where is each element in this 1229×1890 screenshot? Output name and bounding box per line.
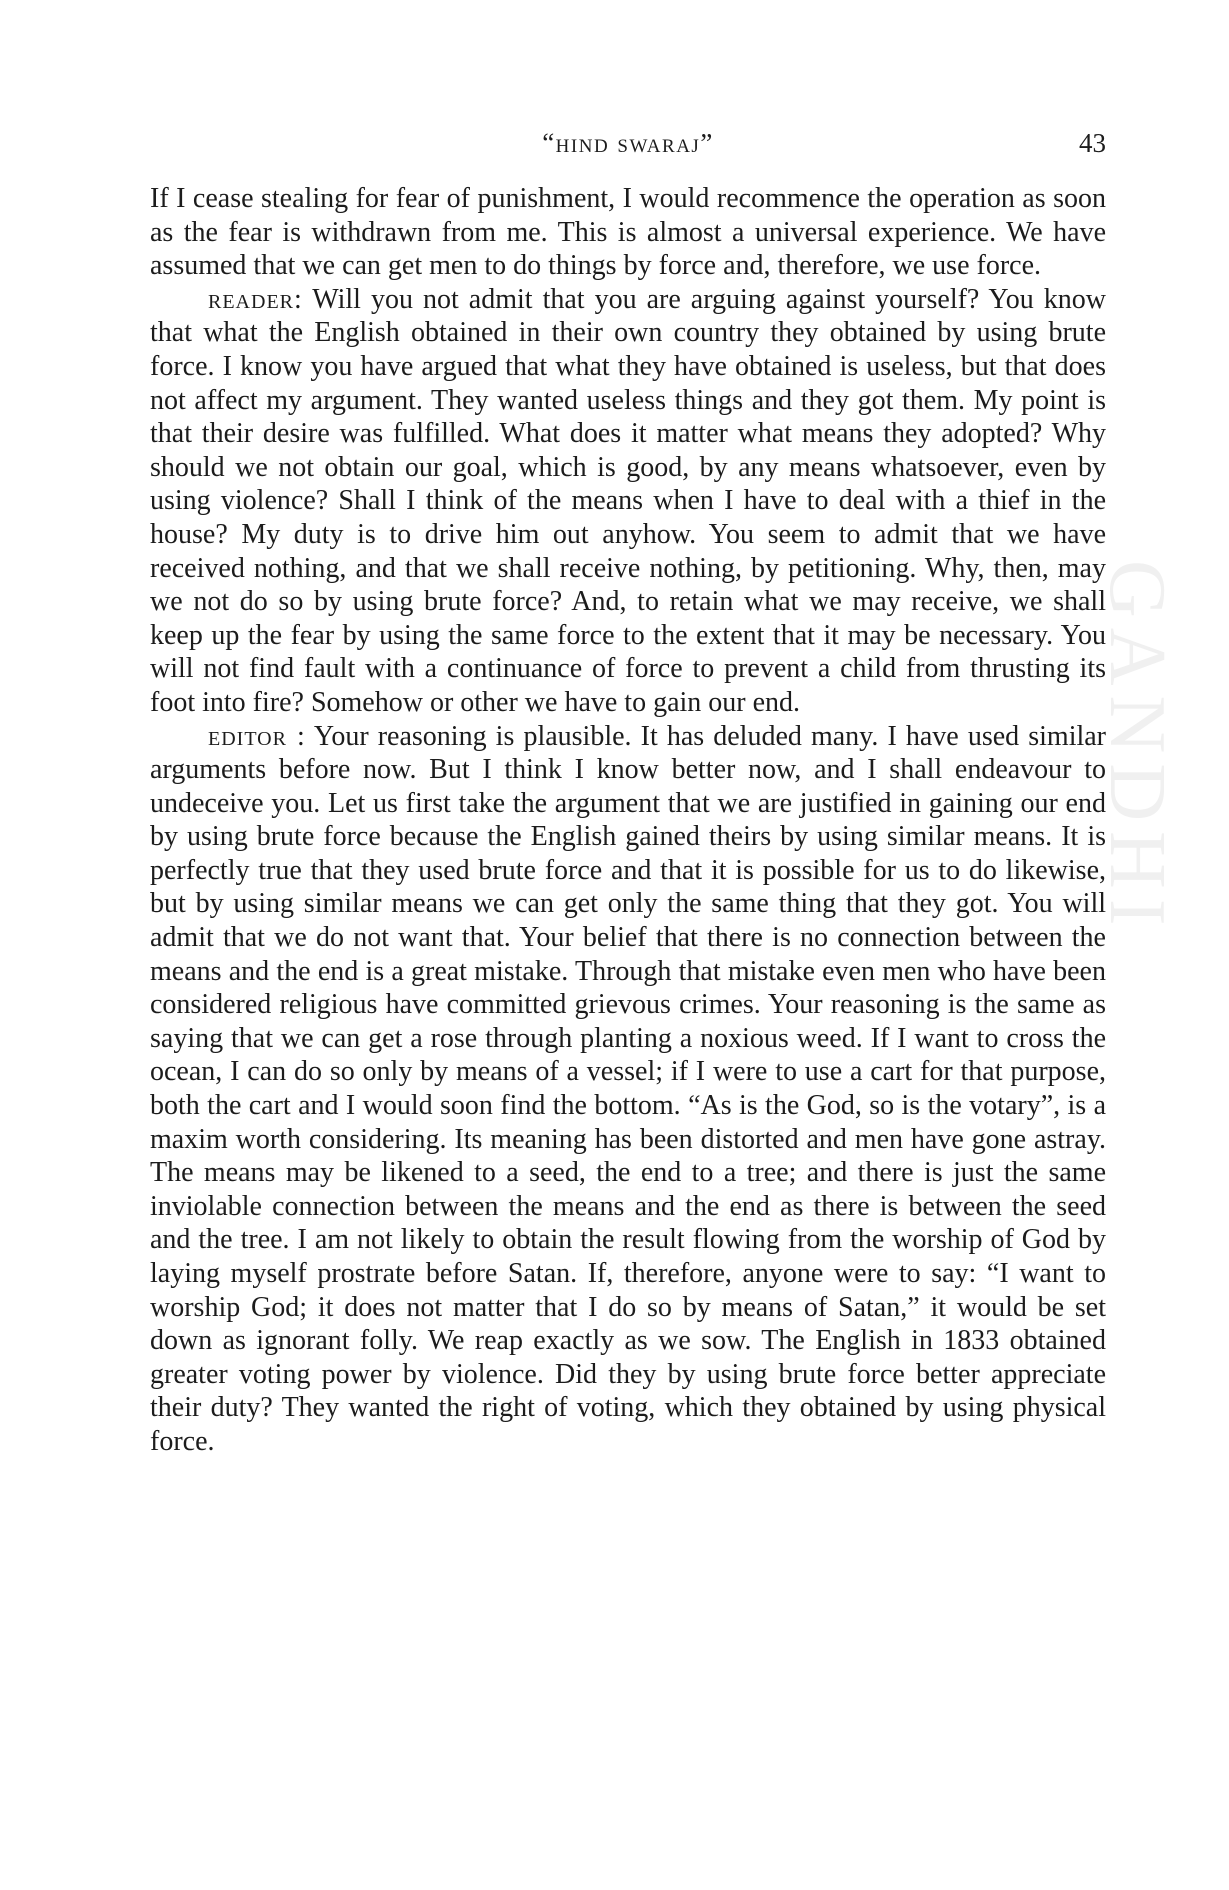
watermark-text: GANDHI: [1093, 560, 1181, 936]
editor-speech: Your reasoning is plausible. It has deluded many. I have used similar arguments before now. But I think I know better now, and I shall endeavour to undeceive you. Let us first take the argument that we are justified in gaining our end by using brute force because the English gained theirs by using similar means. It is perfectly true that they used brute force and that it is possible for us to do likewise, but by using similar means we can get only the same thing that they got. You will admit that we do not want that. Your belief that there is no connection between the means and the end is a great mistake. Through that mistake even men who have been considered religious have committed grievous crimes. Your reasoning is the same as saying that we can get a rose through planting a noxious weed. If I want to cross the ocean, I can do so only by means of a vessel; if I were to use a cart for that purpose, both the cart and I would soon find the bottom. “As is the God, so is the votary”, is a maxim worth considering. Its meaning has been distorted and men have gone astray. The means may be likened to a seed, the end to a tree; and there is just the same inviolable connection between the means and the end as there is between the seed and the tree. I am not likely to obtain the result flowing from the worship of God by laying myself prostrate before Satan. If, therefore, anyone were to say: “I want to worship God; it does not matter that I do so by means of Satan,” it would be set down as ignorant folly. We reap exactly as we sow. The English in 1833 obtained greater voting power by violence. Did they by using brute force better appreciate their duty? They wanted the right of voting, which they obtained by using physical force.: [150, 720, 1106, 1457]
paragraph-editor: [150, 720, 1106, 1459]
speaker-label-editor: editor :: [208, 720, 306, 752]
watermark: [1093, 560, 1190, 1320]
running-head: [150, 128, 1106, 168]
body-text: [150, 182, 1106, 1459]
reader-speech: Will you not admit that you are arguing against yourself? You know that what the English obtained in their own country they obtained by using brute force. I know you have argued that what they have obtained is useless, but that does not affect my argument. They wanted useless things and they got them. My point is that their desire was fulfilled. What does it matter what means they adopted? Why should we not obtain our goal, which is good, by any means whatsoever, even by using violence? Shall I think of the means when I have to deal with a thief in the house? My duty is to drive him out anyhow. You seem to admit that we have received nothing, and that we shall receive nothing, by petitioning. Why, then, may we not do so by using brute force? And, to retain what we may receive, we shall keep up the fear by using the same force to the extent that it may be necessary. You will not find fault with a continuance of force to prevent a child from thrusting its foot into fire? Somehow or other we have to gain our end.: [150, 283, 1106, 718]
speaker-label-reader: reader:: [208, 283, 303, 315]
running-title: “hind swaraj”: [542, 128, 714, 158]
paragraph-reader: [150, 283, 1106, 720]
paragraph-opening: If I cease stealing for fear of punishment, I would recommence the operation as soon as the fear is withdrawn from me. This is almost a universal experience. We have assumed that we can get men to do things by force and, therefore, we use force.: [150, 183, 1106, 282]
page-number: 43: [1079, 128, 1106, 158]
